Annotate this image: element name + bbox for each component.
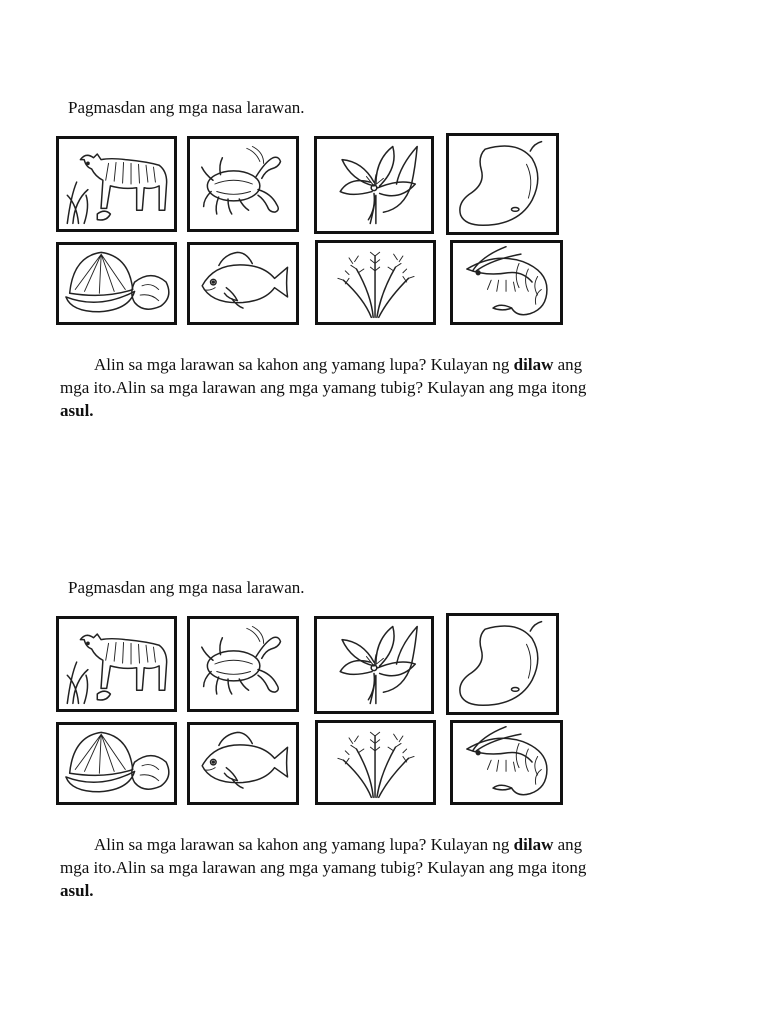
- tiger-icon: [59, 619, 174, 709]
- tiger-icon: [59, 139, 174, 229]
- crab-icon: [190, 139, 296, 229]
- question-text: Alin sa mga larawan sa kahon ang yamang lupa? Kulayan ng: [94, 355, 514, 374]
- oyster-shell-icon: [59, 725, 174, 802]
- mango-icon: [449, 136, 556, 232]
- instruction-heading: Pagmasdan ang mga nasa larawan.: [68, 578, 305, 597]
- shrimp-icon: [453, 243, 560, 322]
- picture-box-wheat: [315, 720, 436, 805]
- picture-box-shell: [56, 722, 177, 805]
- picture-box-mango: [446, 133, 559, 235]
- picture-box-shell: [56, 242, 177, 325]
- wheat-rice-stalks-icon: [318, 243, 433, 322]
- oyster-shell-icon: [59, 245, 174, 322]
- mango-icon: [449, 616, 556, 712]
- lily-flower-icon: [317, 139, 431, 231]
- instruction-paragraph: [60, 353, 720, 422]
- crab-icon: [190, 619, 296, 709]
- lily-flower-icon: [317, 619, 431, 711]
- instruction-heading: Pagmasdan ang mga nasa larawan.: [68, 98, 305, 117]
- picture-box-flower: [314, 616, 434, 714]
- wheat-rice-stalks-icon: [318, 723, 433, 802]
- question-text-line-2: mga ito.Alin sa mga larawan ang mga yamang tubig? Kulayan ang mga itong: [60, 858, 587, 877]
- fish-icon: [190, 725, 296, 802]
- instruction-paragraph: [60, 833, 720, 902]
- color-word-blue: asul.: [60, 881, 94, 900]
- picture-box-tiger: [56, 136, 177, 232]
- fish-icon: [190, 245, 296, 322]
- color-word-blue: asul.: [60, 401, 94, 420]
- shrimp-icon: [453, 723, 560, 802]
- picture-box-tiger: [56, 616, 177, 712]
- picture-box-shrimp: [450, 720, 563, 805]
- picture-box-fish: [187, 722, 299, 805]
- color-word-yellow: dilaw: [513, 355, 554, 374]
- picture-box-flower: [314, 136, 434, 234]
- picture-box-wheat: [315, 240, 436, 325]
- question-text-end: ang: [553, 355, 583, 374]
- picture-box-shrimp: [450, 240, 563, 325]
- picture-box-mango: [446, 613, 559, 715]
- question-text-end: ang: [553, 835, 583, 854]
- picture-box-fish: [187, 242, 299, 325]
- question-text-line-2: mga ito.Alin sa mga larawan ang mga yamang tubig? Kulayan ang mga itong: [60, 378, 587, 397]
- question-text: Alin sa mga larawan sa kahon ang yamang lupa? Kulayan ng: [94, 835, 514, 854]
- worksheet-section-1: [0, 0, 768, 480]
- worksheet-section-2: [0, 480, 768, 1024]
- picture-box-crab: [187, 136, 299, 232]
- picture-box-crab: [187, 616, 299, 712]
- color-word-yellow: dilaw: [513, 835, 554, 854]
